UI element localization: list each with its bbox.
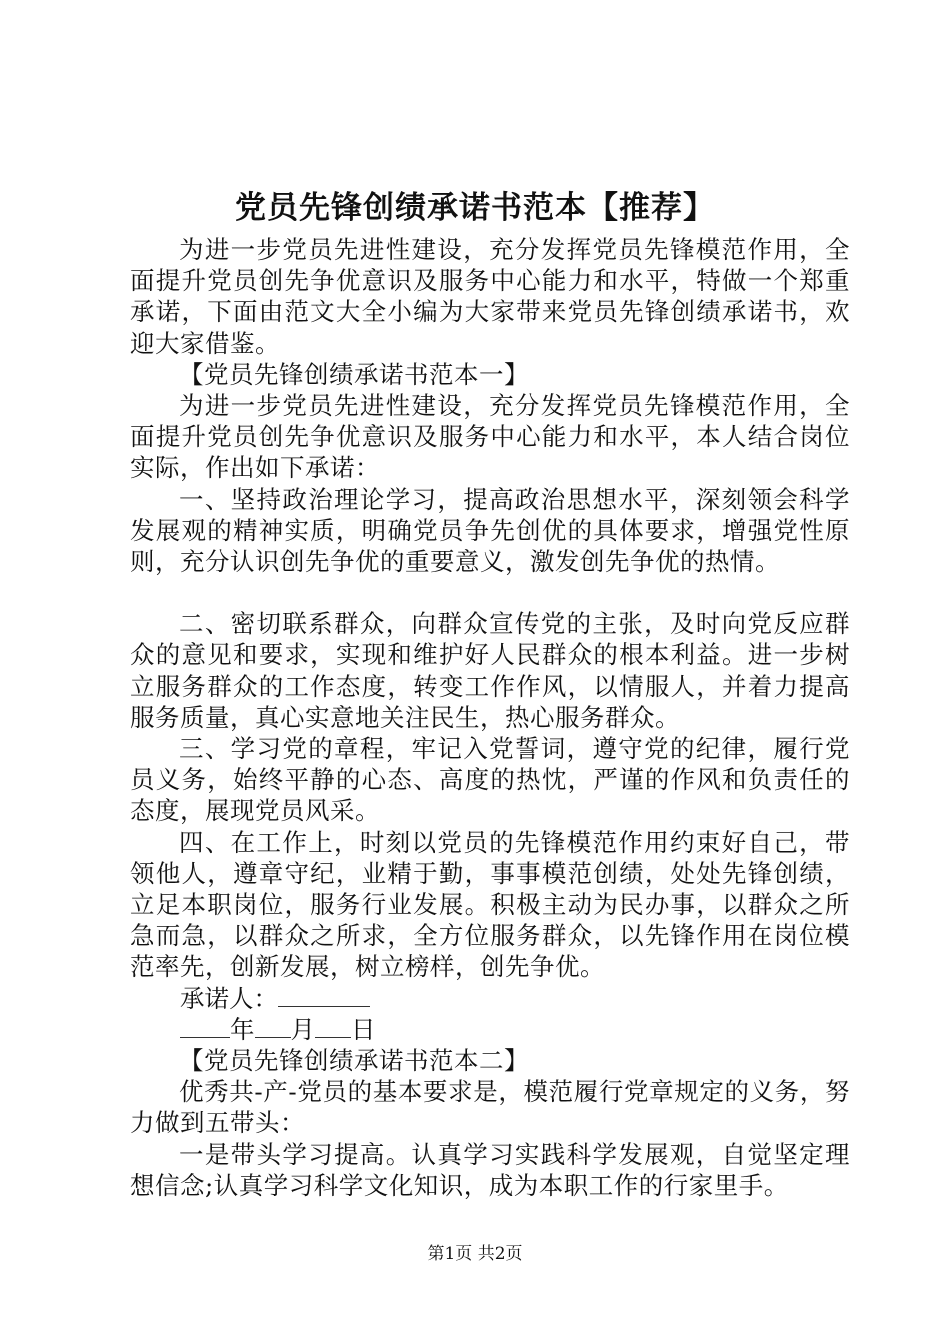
signatory-label: 承诺人： bbox=[180, 983, 278, 1013]
day-label: 日 bbox=[351, 1014, 376, 1044]
year-blank bbox=[180, 1015, 230, 1038]
body-paragraph: 为进一步党员先进性建设，充分发挥党员先锋模范作用，全面提升党员创先争优意识及服务中心能力和水平，本人结合岗位实际，作出如下承诺： bbox=[130, 391, 850, 483]
signatory-blank bbox=[278, 984, 370, 1007]
commitment-item-two: 二、密切联系群众，向群众宣传党的主张，及时向党反应群众的意见和要求，实现和维护好人民群众的根本利益。进一步树立服务群众的工作态度，转变工作作风，以情服人，并着力提高服务质量，真心实意地关注民生，热心服务群众。 bbox=[130, 609, 850, 732]
day-blank bbox=[315, 1015, 351, 1038]
year-label: 年 bbox=[230, 1014, 255, 1044]
commitment-item-four: 四、在工作上，时刻以党员的先锋模范作用约束好自己，带领他人，遵章守纪，业精于勤，事事模范创绩，处处先锋创绩，立足本职岗位，服务行业发展。积极主动为民办事，以群众之所急而急，以群众之所求，全方位服务群众，以先锋作用在岗位模范率先，创新发展，树立榜样，创先争优。 bbox=[130, 827, 850, 982]
date-line bbox=[130, 1014, 850, 1045]
signatory-line bbox=[130, 983, 850, 1014]
section-heading-sample-one: 【党员先锋创绩承诺书范本一】 bbox=[179, 359, 529, 389]
document-title: 党员先锋创绩承诺书范本【推荐】 bbox=[235, 190, 715, 226]
month-label: 月 bbox=[290, 1014, 315, 1044]
body-paragraph: 一是带头学习提高。认真学习实践科学发展观，自觉坚定理想信念;认真学习科学文化知识，成为本职工作的行家里手。 bbox=[130, 1139, 850, 1200]
document-body bbox=[130, 234, 850, 1201]
month-blank bbox=[255, 1015, 291, 1038]
intro-paragraph: 为进一步党员先进性建设，充分发挥党员先锋模范作用，全面提升党员创先争优意识及服务中心能力和水平，特做一个郑重承诺，下面由范文大全小编为大家带来党员先锋创绩承诺书，欢迎大家借鉴。 bbox=[130, 235, 850, 358]
section-heading-sample-two: 【党员先锋创绩承诺书范本二】 bbox=[179, 1046, 529, 1076]
body-paragraph: 优秀共-产-党员的基本要求是，模范履行党章规定的义务，努力做到五带头： bbox=[130, 1077, 850, 1138]
commitment-item-three: 三、学习党的章程，牢记入党誓词，遵守党的纪律，履行党员义务，始终平静的心态、高度的热忱，严谨的作风和负责任的态度，展现党员风采。 bbox=[130, 734, 850, 826]
page-number-footer: 第1页 共2页 bbox=[427, 1244, 523, 1264]
commitment-item-one: 一、坚持政治理论学习，提高政治思想水平，深刻领会科学发展观的精神实质，明确党员争先创优的具体要求，增强党性原则，充分认识创先争优的重要意义，激发创先争优的热情。 bbox=[130, 484, 850, 577]
